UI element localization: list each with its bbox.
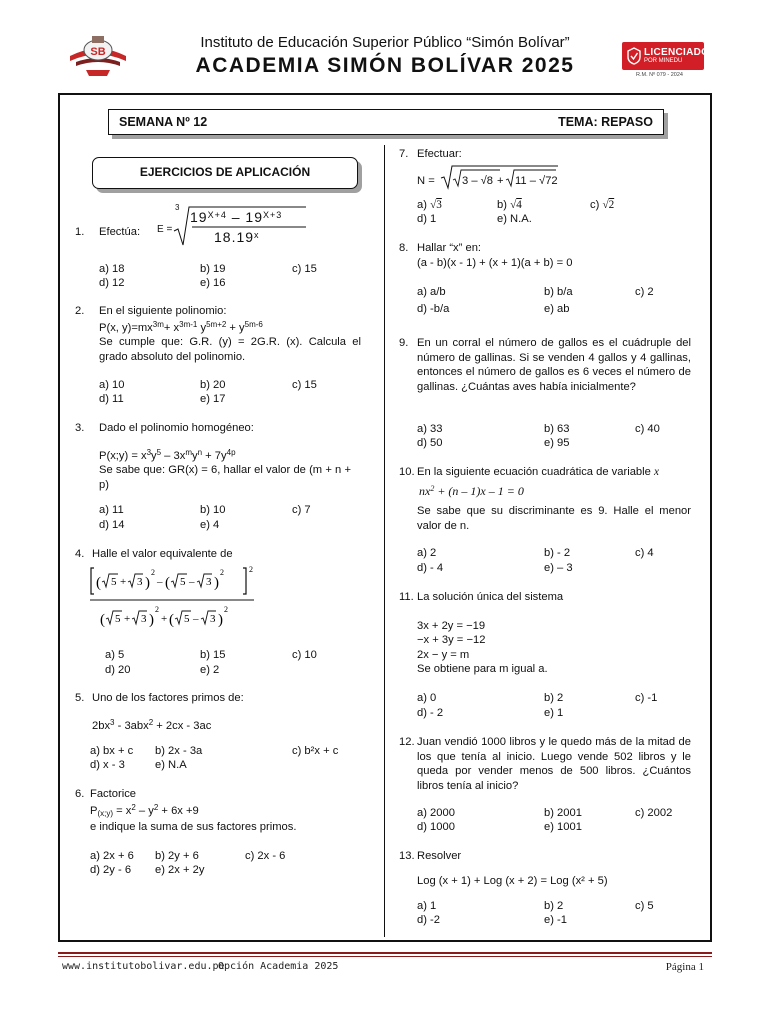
q6-text2: e indique la suma de sus factores primos. bbox=[90, 821, 297, 833]
column-divider bbox=[384, 145, 385, 937]
q7-number: 7. bbox=[399, 148, 409, 160]
q9-option-c: c) 40 bbox=[635, 423, 660, 435]
q7-plus: + bbox=[497, 175, 504, 187]
q10-option-e: e) – 3 bbox=[544, 562, 573, 574]
q6-polynomial: $P_{(x;y)} = x^2 - y^2 + 6x +9$ bbox=[90, 803, 199, 818]
q11-option-d: d) - 2 bbox=[417, 707, 444, 719]
q11-number: 11. bbox=[399, 591, 414, 603]
q13-option-d: d) -2 bbox=[417, 914, 441, 926]
q9-text: En un corral el número de gallos es el cuádruple del número de gallinas. Si se venden 4 gallos y 4 gallinas, entonces el número de gallos es 6 veces el número de gallinas. ¿Cuántas aves había inicialmente? bbox=[417, 337, 691, 393]
q12-option-b: b) 2001 bbox=[544, 807, 582, 819]
q1-num-a: 19 bbox=[190, 209, 208, 225]
footer-rule-thin bbox=[58, 956, 712, 957]
week-label: SEMANA Nº 12 bbox=[119, 115, 208, 129]
q8-option-c: c) 2 bbox=[635, 286, 654, 298]
q3-polynomial: P(x;y) = $x^3y^5 - 3x^my^n + 7y^{4p}$ bbox=[99, 448, 236, 462]
q12-option-a: a) 2000 bbox=[417, 807, 455, 819]
q4-option-a: a) 5 bbox=[105, 649, 125, 661]
q7-n-eq: N = bbox=[417, 175, 435, 187]
q12-number: 12. bbox=[399, 736, 415, 748]
q6-number: 6. bbox=[75, 788, 85, 800]
q6-text1: Factorice bbox=[90, 788, 137, 800]
q13-equation: Log (x + 1) + Log (x + 2) = Log (x² + 5) bbox=[417, 875, 608, 887]
q4-n1-5: 5 bbox=[111, 576, 117, 588]
q6-option-c: c) 2x - 6 bbox=[245, 850, 286, 862]
q2-option-c: c) 15 bbox=[292, 379, 317, 391]
q4-option-d: d) 20 bbox=[105, 664, 131, 676]
q5-number: 5. bbox=[75, 692, 85, 704]
q6-option-d: d) 2y - 6 bbox=[90, 864, 132, 876]
q7-inner1: 3 – √8 bbox=[462, 175, 494, 187]
q8-text2: (a - b)(x - 1) + (x + 1)(a + b) = 0 bbox=[417, 257, 573, 269]
q7-option-d: d) 1 bbox=[417, 213, 437, 225]
q8-option-d: d) -b/a bbox=[417, 303, 450, 315]
q4-option-b: b) 15 bbox=[200, 649, 226, 661]
page-header bbox=[0, 0, 768, 92]
q11-option-a: a) 0 bbox=[417, 692, 437, 704]
q4-d1-exp: 2 bbox=[155, 605, 159, 614]
q4-option-e: e) 2 bbox=[200, 664, 220, 676]
q10-option-d: d) - 4 bbox=[417, 562, 444, 574]
q5-option-e: e) N.A bbox=[155, 759, 187, 771]
q13-option-b: b) 2 bbox=[544, 900, 564, 912]
q11-line3: 2x − y = m bbox=[417, 649, 470, 661]
badge-sub-text: POR MINEDU bbox=[644, 58, 683, 64]
q1-den-exp: x bbox=[254, 230, 260, 240]
q4-d2-5: 5 bbox=[184, 613, 190, 625]
licensed-check-icon bbox=[627, 47, 641, 65]
q7-text: Efectuar: bbox=[417, 148, 462, 160]
q11-option-e: e) 1 bbox=[544, 707, 564, 719]
q1-option-c: c) 15 bbox=[292, 263, 317, 275]
q7-option-e: e) N.A. bbox=[497, 213, 532, 225]
q2-text1: En el siguiente polinomio: bbox=[99, 305, 227, 317]
footer-url[interactable]: www.institutobolivar.edu.pe bbox=[62, 961, 225, 972]
q7-inner2: 11 – √72 bbox=[515, 175, 558, 187]
svg-text:–: – bbox=[189, 576, 195, 588]
svg-text:): ) bbox=[149, 612, 154, 628]
q4-expression bbox=[88, 562, 260, 636]
q4-d1-3: 3 bbox=[141, 613, 147, 625]
svg-text:–: – bbox=[193, 613, 199, 625]
q2-number: 2. bbox=[75, 305, 85, 317]
q3-option-b: b) 10 bbox=[200, 504, 226, 516]
q8-option-e: e) ab bbox=[544, 303, 570, 315]
q10-option-c: c) 4 bbox=[635, 547, 654, 559]
q1-denominator bbox=[214, 228, 260, 246]
q2-option-e: e) 17 bbox=[200, 393, 226, 405]
q2-text2: Se cumple que: G.R. (y) = 2G.R. (x). Calcula el grado absoluto del polinomio. bbox=[99, 336, 361, 363]
q1-root-index: 3 bbox=[175, 203, 180, 212]
q1-option-d: d) 12 bbox=[99, 277, 125, 289]
q4-n1-3: 3 bbox=[137, 576, 143, 588]
q5-option-c: c) b²x + c bbox=[292, 745, 339, 757]
q4-d2-exp: 2 bbox=[224, 605, 228, 614]
svg-text:(: ( bbox=[96, 575, 101, 591]
q10-number: 10. bbox=[399, 466, 415, 478]
q10-text1: En la siguiente ecuación cuadrática de variable x bbox=[417, 466, 659, 478]
footer-rule bbox=[58, 952, 712, 954]
q10-equation: $nx^2 + (n - 1)x - 1 = 0$ bbox=[419, 484, 524, 498]
q5-expression: $2bx^3 - 3abx^2 + 2cx - 3ac$ bbox=[92, 718, 212, 732]
q3-text1: Dado el polinomio homogéneo: bbox=[99, 422, 254, 434]
q5-text: Uno de los factores primos de: bbox=[92, 692, 244, 704]
svg-text:(: ( bbox=[100, 612, 105, 628]
q7-option-b: b) √4 bbox=[497, 199, 522, 211]
q13-option-a: a) 1 bbox=[417, 900, 437, 912]
section-title: EJERCICIOS DE APLICACIÓN bbox=[92, 157, 358, 189]
badge-reference: R.M. Nº 079 - 2024 bbox=[636, 72, 683, 78]
q5-option-b: b) 2x - 3a bbox=[155, 745, 203, 757]
q11-option-c: c) -1 bbox=[635, 692, 658, 704]
q1-num-b-exp: X+3 bbox=[262, 210, 283, 220]
q4-number: 4. bbox=[75, 548, 85, 560]
footer-page-number: Página 1 bbox=[665, 961, 704, 973]
q8-option-a: a) a/b bbox=[417, 286, 446, 298]
badge-main-text: LICENCIADO bbox=[644, 47, 710, 58]
svg-text:+: + bbox=[120, 576, 127, 588]
licensed-badge bbox=[622, 42, 710, 70]
q4-n1-exp: 2 bbox=[151, 568, 155, 577]
institute-crest-logo bbox=[66, 28, 130, 78]
q7-option-c: c) √2 bbox=[590, 199, 615, 211]
q3-text2: Se sabe que: GR(x) = 6, hallar el valor de (m + n + p) bbox=[99, 464, 351, 491]
svg-text:): ) bbox=[218, 612, 223, 628]
q9-option-b: b) 63 bbox=[544, 423, 570, 435]
q3-option-d: d) 14 bbox=[99, 519, 125, 531]
q4-outer-exp: 2 bbox=[249, 565, 253, 574]
svg-text:): ) bbox=[145, 575, 150, 591]
q13-option-e: e) -1 bbox=[544, 914, 568, 926]
q4-n2-3: 3 bbox=[206, 576, 212, 588]
q11-text1: La solución única del sistema bbox=[417, 591, 564, 603]
q8-option-b: b) b/a bbox=[544, 286, 573, 298]
q10-text2: Se sabe que su discriminante es 9. Halle el menor valor de n. bbox=[417, 505, 691, 532]
q9-number: 9. bbox=[399, 337, 409, 349]
q4-n2-exp: 2 bbox=[220, 568, 224, 577]
q9-option-d: d) 50 bbox=[417, 437, 443, 449]
q3-option-a: a) 11 bbox=[99, 504, 124, 516]
q13-text1: Resolver bbox=[417, 850, 462, 862]
q11-line2: −x + 3y = −12 bbox=[417, 634, 486, 646]
q1-minus: – 19 bbox=[231, 209, 263, 225]
q12-option-c: c) 2002 bbox=[635, 807, 673, 819]
q6-option-b: b) 2y + 6 bbox=[155, 850, 199, 862]
q1-number: 1. bbox=[75, 226, 85, 238]
q11-option-b: b) 2 bbox=[544, 692, 564, 704]
q13-option-c: c) 5 bbox=[635, 900, 654, 912]
q1-den: 18.19 bbox=[214, 229, 255, 245]
q11-line1: 3x + 2y = −19 bbox=[417, 620, 486, 632]
q3-option-e: e) 4 bbox=[200, 519, 220, 531]
q3-number: 3. bbox=[75, 422, 85, 434]
q9-option-a: a) 33 bbox=[417, 423, 443, 435]
q4-option-c: c) 10 bbox=[292, 649, 317, 661]
q5-option-d: d) x - 3 bbox=[90, 759, 125, 771]
q3-option-c: c) 7 bbox=[292, 504, 311, 516]
q9-option-e: e) 95 bbox=[544, 437, 570, 449]
q4-d2-3: 3 bbox=[210, 613, 216, 625]
q10-option-a: a) 2 bbox=[417, 547, 437, 559]
q12-option-e: e) 1001 bbox=[544, 821, 582, 833]
q12-option-d: d) 1000 bbox=[417, 821, 455, 833]
q1-option-b: b) 19 bbox=[200, 263, 226, 275]
svg-text:–: – bbox=[157, 576, 163, 588]
q10-option-b: b) - 2 bbox=[544, 547, 571, 559]
q6-option-a: a) 2x + 6 bbox=[90, 850, 134, 862]
q1-num-a-exp: X+4 bbox=[207, 210, 227, 220]
q2-polynomial: P(x, $y)=mx^{3m}+ x^{3m-1}$ $y^{5m+2} + y^{5m-6}$ bbox=[99, 320, 263, 334]
q6-option-e: e) 2x + 2y bbox=[155, 864, 205, 876]
q2-option-b: b) 20 bbox=[200, 379, 226, 391]
crest-logo-text: SB bbox=[90, 46, 106, 58]
svg-text:(: ( bbox=[169, 612, 174, 628]
q5-option-a: a) bx + c bbox=[90, 745, 134, 757]
q2-option-a: a) 10 bbox=[99, 379, 125, 391]
q7-option-a: a) √3 bbox=[417, 199, 442, 211]
q11-text2: Se obtiene para m igual a. bbox=[417, 663, 548, 675]
q1-numerator bbox=[190, 208, 282, 226]
week-banner bbox=[108, 109, 664, 135]
q8-number: 8. bbox=[399, 242, 409, 254]
footer-option: Opción Academia 2025 bbox=[218, 961, 339, 972]
q4-d1-5: 5 bbox=[115, 613, 121, 625]
q4-text: Halle el valor equivalente de bbox=[92, 548, 233, 560]
svg-text:): ) bbox=[214, 575, 219, 591]
q1-e-symbol: E = bbox=[157, 224, 173, 235]
svg-text:+: + bbox=[161, 613, 168, 625]
institute-name: Instituto de Educación Superior Público “Simón Bolívar” bbox=[200, 34, 570, 51]
q4-n2-5: 5 bbox=[180, 576, 186, 588]
svg-text:(: ( bbox=[165, 575, 170, 591]
svg-text:+: + bbox=[124, 613, 131, 625]
q8-text1: Hallar “x” en: bbox=[417, 242, 482, 254]
q1-option-a: a) 18 bbox=[99, 263, 125, 275]
topic-label: TEMA: REPASO bbox=[558, 115, 653, 129]
q1-option-e: e) 16 bbox=[200, 277, 226, 289]
q10-variable: x bbox=[653, 466, 659, 478]
q2-option-d: d) 11 bbox=[99, 393, 124, 405]
q13-number: 13. bbox=[399, 850, 415, 862]
academy-title: ACADEMIA SIMÓN BOLÍVAR 2025 bbox=[195, 54, 575, 77]
q1-label: Efectúa: bbox=[99, 226, 141, 238]
q12-text: Juan vendió 1000 libros y le quedo más de la mitad de los que tenía al inicio. Luego vende 502 libros y le queda por vender menos de 500 libros. ¿Cuántos libros tenía al inicio? bbox=[417, 736, 691, 792]
